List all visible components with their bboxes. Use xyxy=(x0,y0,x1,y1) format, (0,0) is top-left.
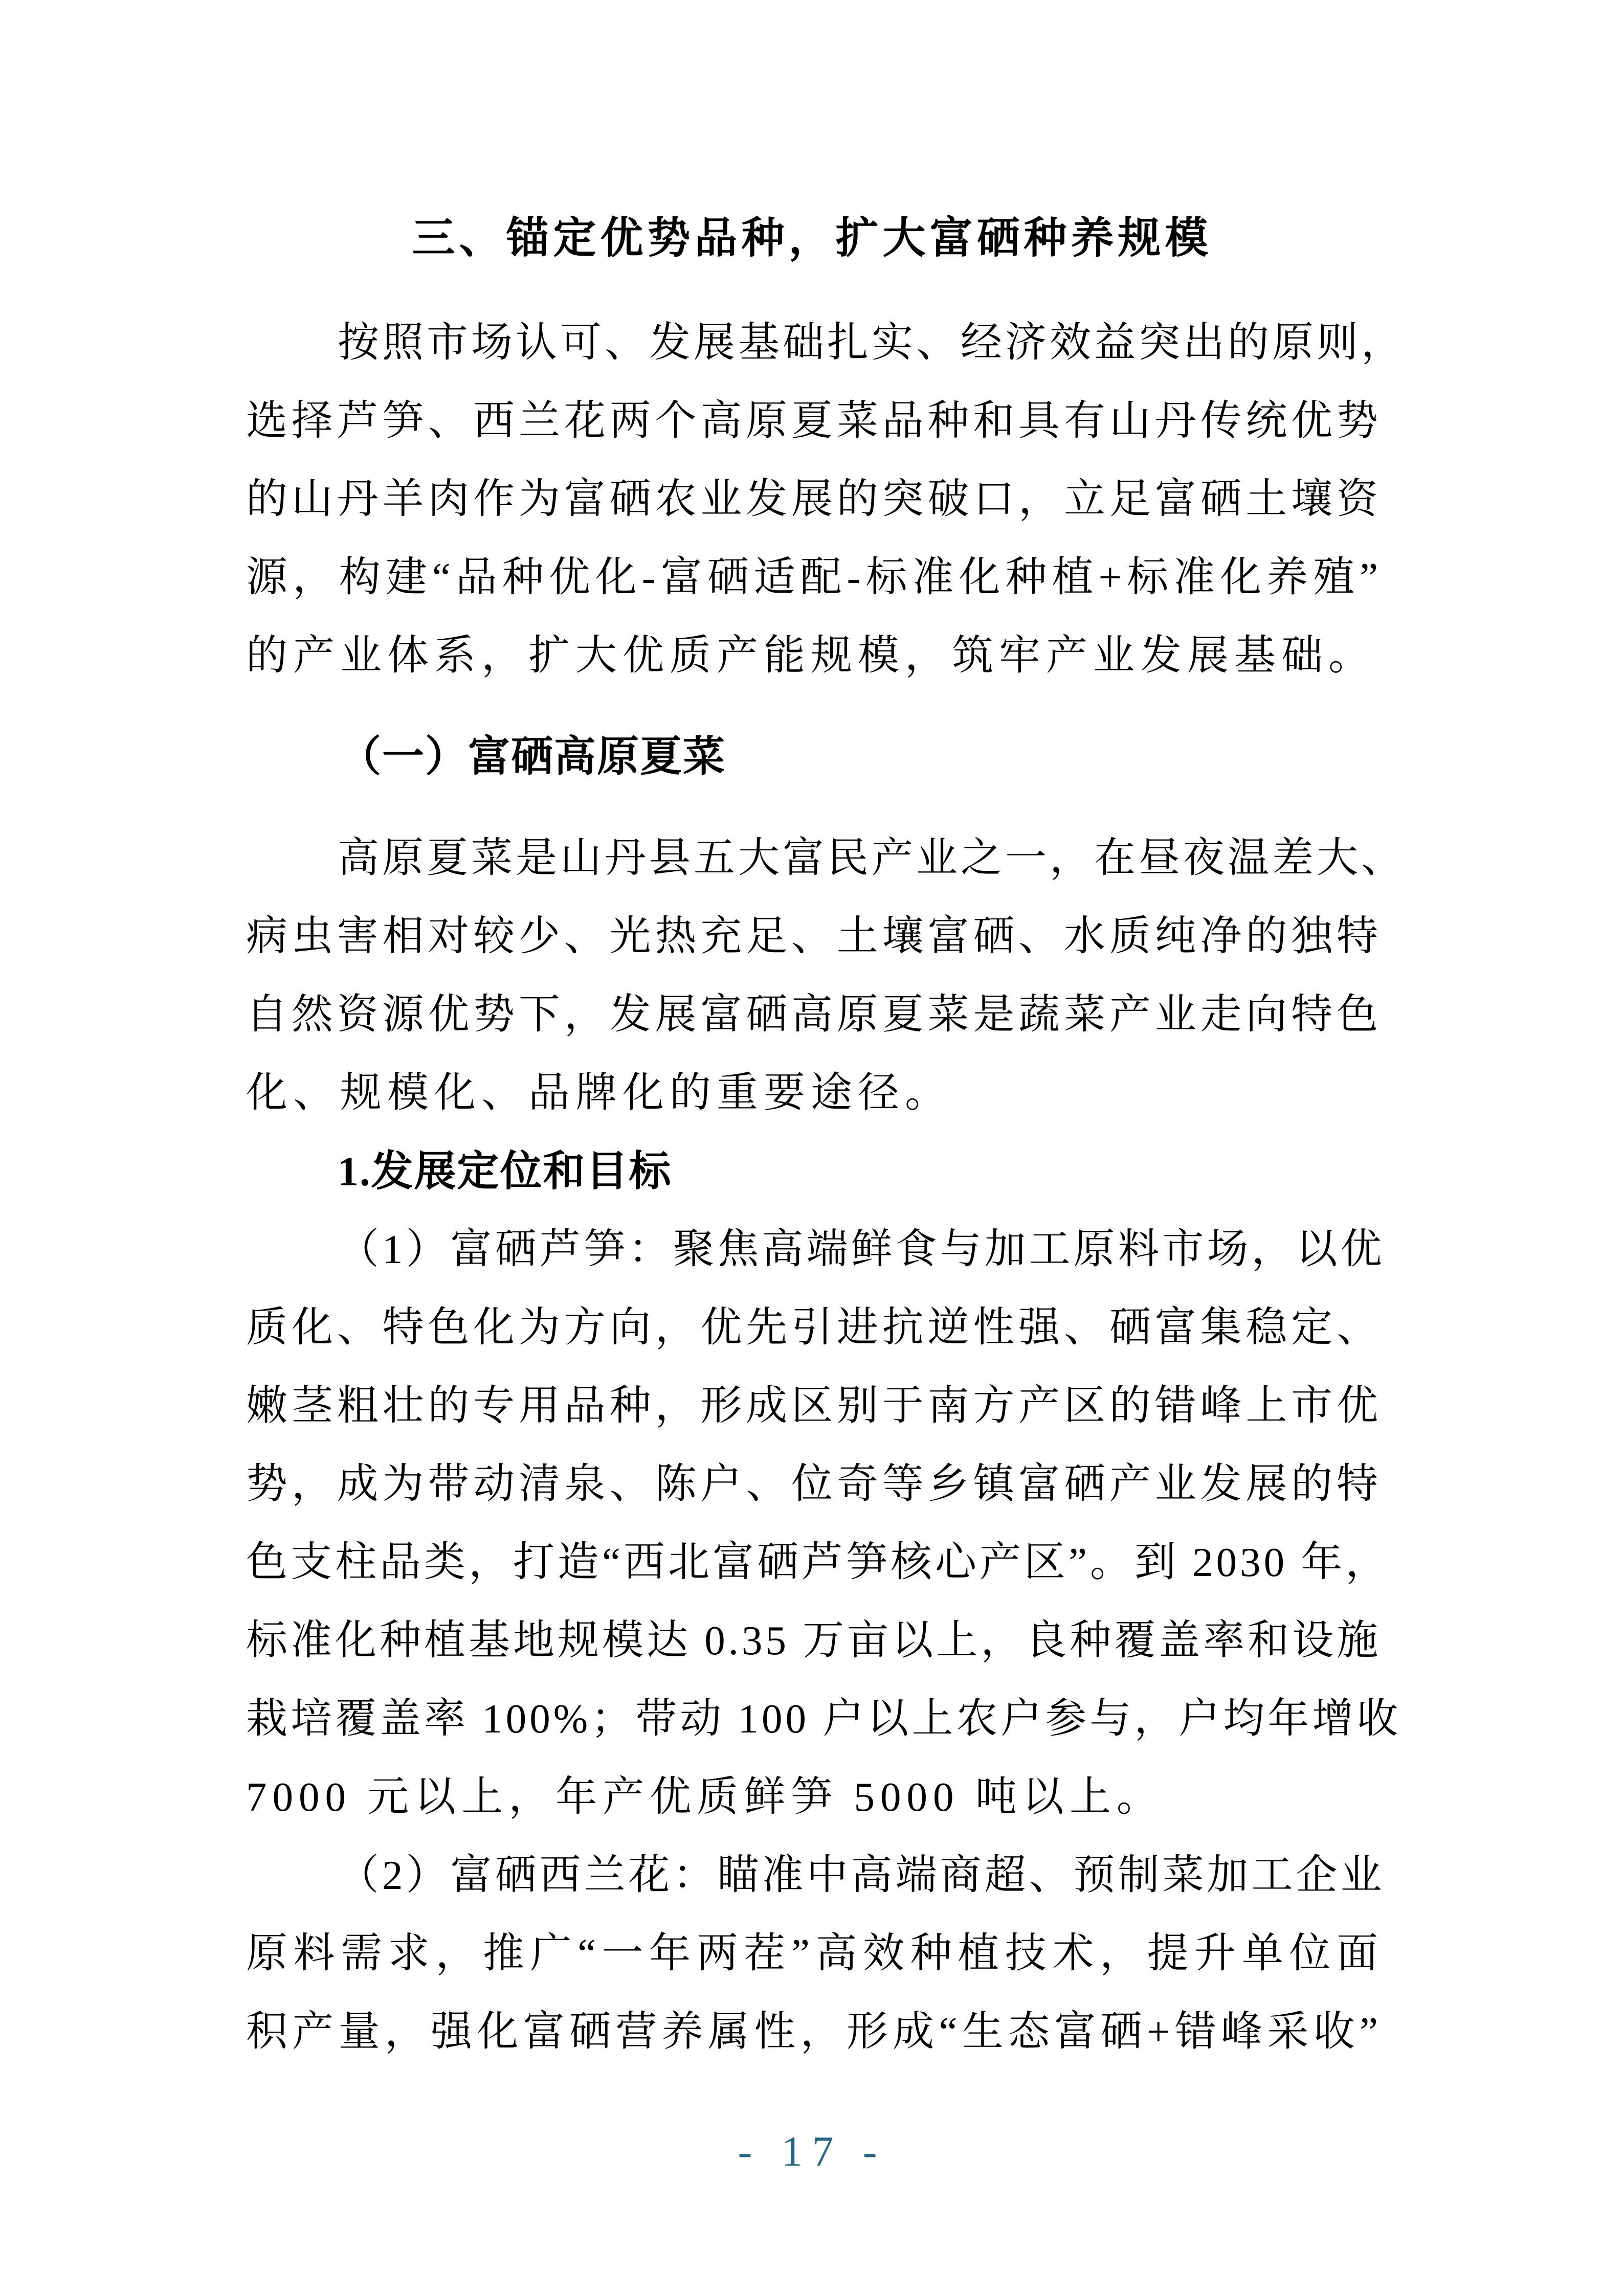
paragraph-line: 源，构建“品种优化-富硒适配-标准化种植+标准化养殖” xyxy=(246,554,1381,600)
paragraph-line: 的山丹羊肉作为富硒农业发展的突破口，立足富硒土壤资 xyxy=(246,476,1381,522)
paragraph-line: 高原夏菜是山丹县五大富民产业之一，在昼夜温差大、 xyxy=(338,835,1406,881)
paragraph-line: （1）富硒芦笋：聚焦高端鲜食与加工原料市场，以优 xyxy=(338,1226,1385,1272)
paragraph-line: 7000 元以上，年产优质鲜笋 5000 吨以上。 xyxy=(246,1774,1164,1820)
paragraph-2 xyxy=(246,819,1406,1132)
paragraph-3 xyxy=(246,1210,1401,1836)
paragraph-line: 积产量，强化富硒营养属性，形成“生态富硒+错峰采收” xyxy=(246,2009,1381,2055)
section-heading: （一）富硒高原夏菜 xyxy=(339,733,726,780)
paragraph-1 xyxy=(246,304,1406,695)
paragraph-line: （2）富硒西兰花：瞄准中高端商超、预制菜加工企业 xyxy=(338,1852,1385,1898)
paragraph-line: 色支柱品类，打造“西北富硒芦笋核心产区”。到 2030 年， xyxy=(246,1539,1390,1585)
paragraph-line: 质化、特色化为方向，优先引进抗逆性强、硒富集稳定、 xyxy=(246,1304,1381,1350)
paragraph-line: 势，成为带动清泉、陈户、位奇等乡镇富硒产业发展的特 xyxy=(246,1461,1381,1507)
page-number: - 17 - xyxy=(738,2128,886,2175)
paragraph-4 xyxy=(246,1836,1385,2071)
paragraph-line: 化、规模化、品牌化的重要途径。 xyxy=(246,1070,952,1116)
paragraph-line: 按照市场认可、发展基础扎实、经济效益突出的原则， xyxy=(338,320,1406,366)
paragraph-line: 栽培覆盖率 100%；带动 100 户以上农户参与，户均年增收 xyxy=(246,1696,1401,1742)
paragraph-line: 的产业体系，扩大优质产能规模，筑牢产业发展基础。 xyxy=(246,633,1376,679)
paragraph-line: 病虫害相对较少、光热充足、土壤富硒、水质纯净的独特 xyxy=(246,913,1381,959)
paragraph-line: 嫩茎粗壮的专用品种，形成区别于南方产区的错峰上市优 xyxy=(246,1383,1381,1429)
text-block xyxy=(246,304,1406,2071)
document-title: 三、锚定优势品种，扩大富硒种养规模 xyxy=(412,214,1212,262)
paragraph-line: 自然资源优势下，发展富硒高原夏菜是蔬菜产业走向特色 xyxy=(246,992,1381,1038)
paragraph-line: 选择芦笋、西兰花两个高原夏菜品种和具有山丹传统优势 xyxy=(246,398,1381,444)
paragraph-line: 标准化种植基地规模达 0.35 万亩以上，良种覆盖率和设施 xyxy=(246,1617,1382,1663)
sub-section-heading: 1.发展定位和目标 xyxy=(338,1148,672,1195)
paragraph-line: 原料需求，推广“一年两茬”高效种植技术，提升单位面 xyxy=(246,1930,1381,1976)
